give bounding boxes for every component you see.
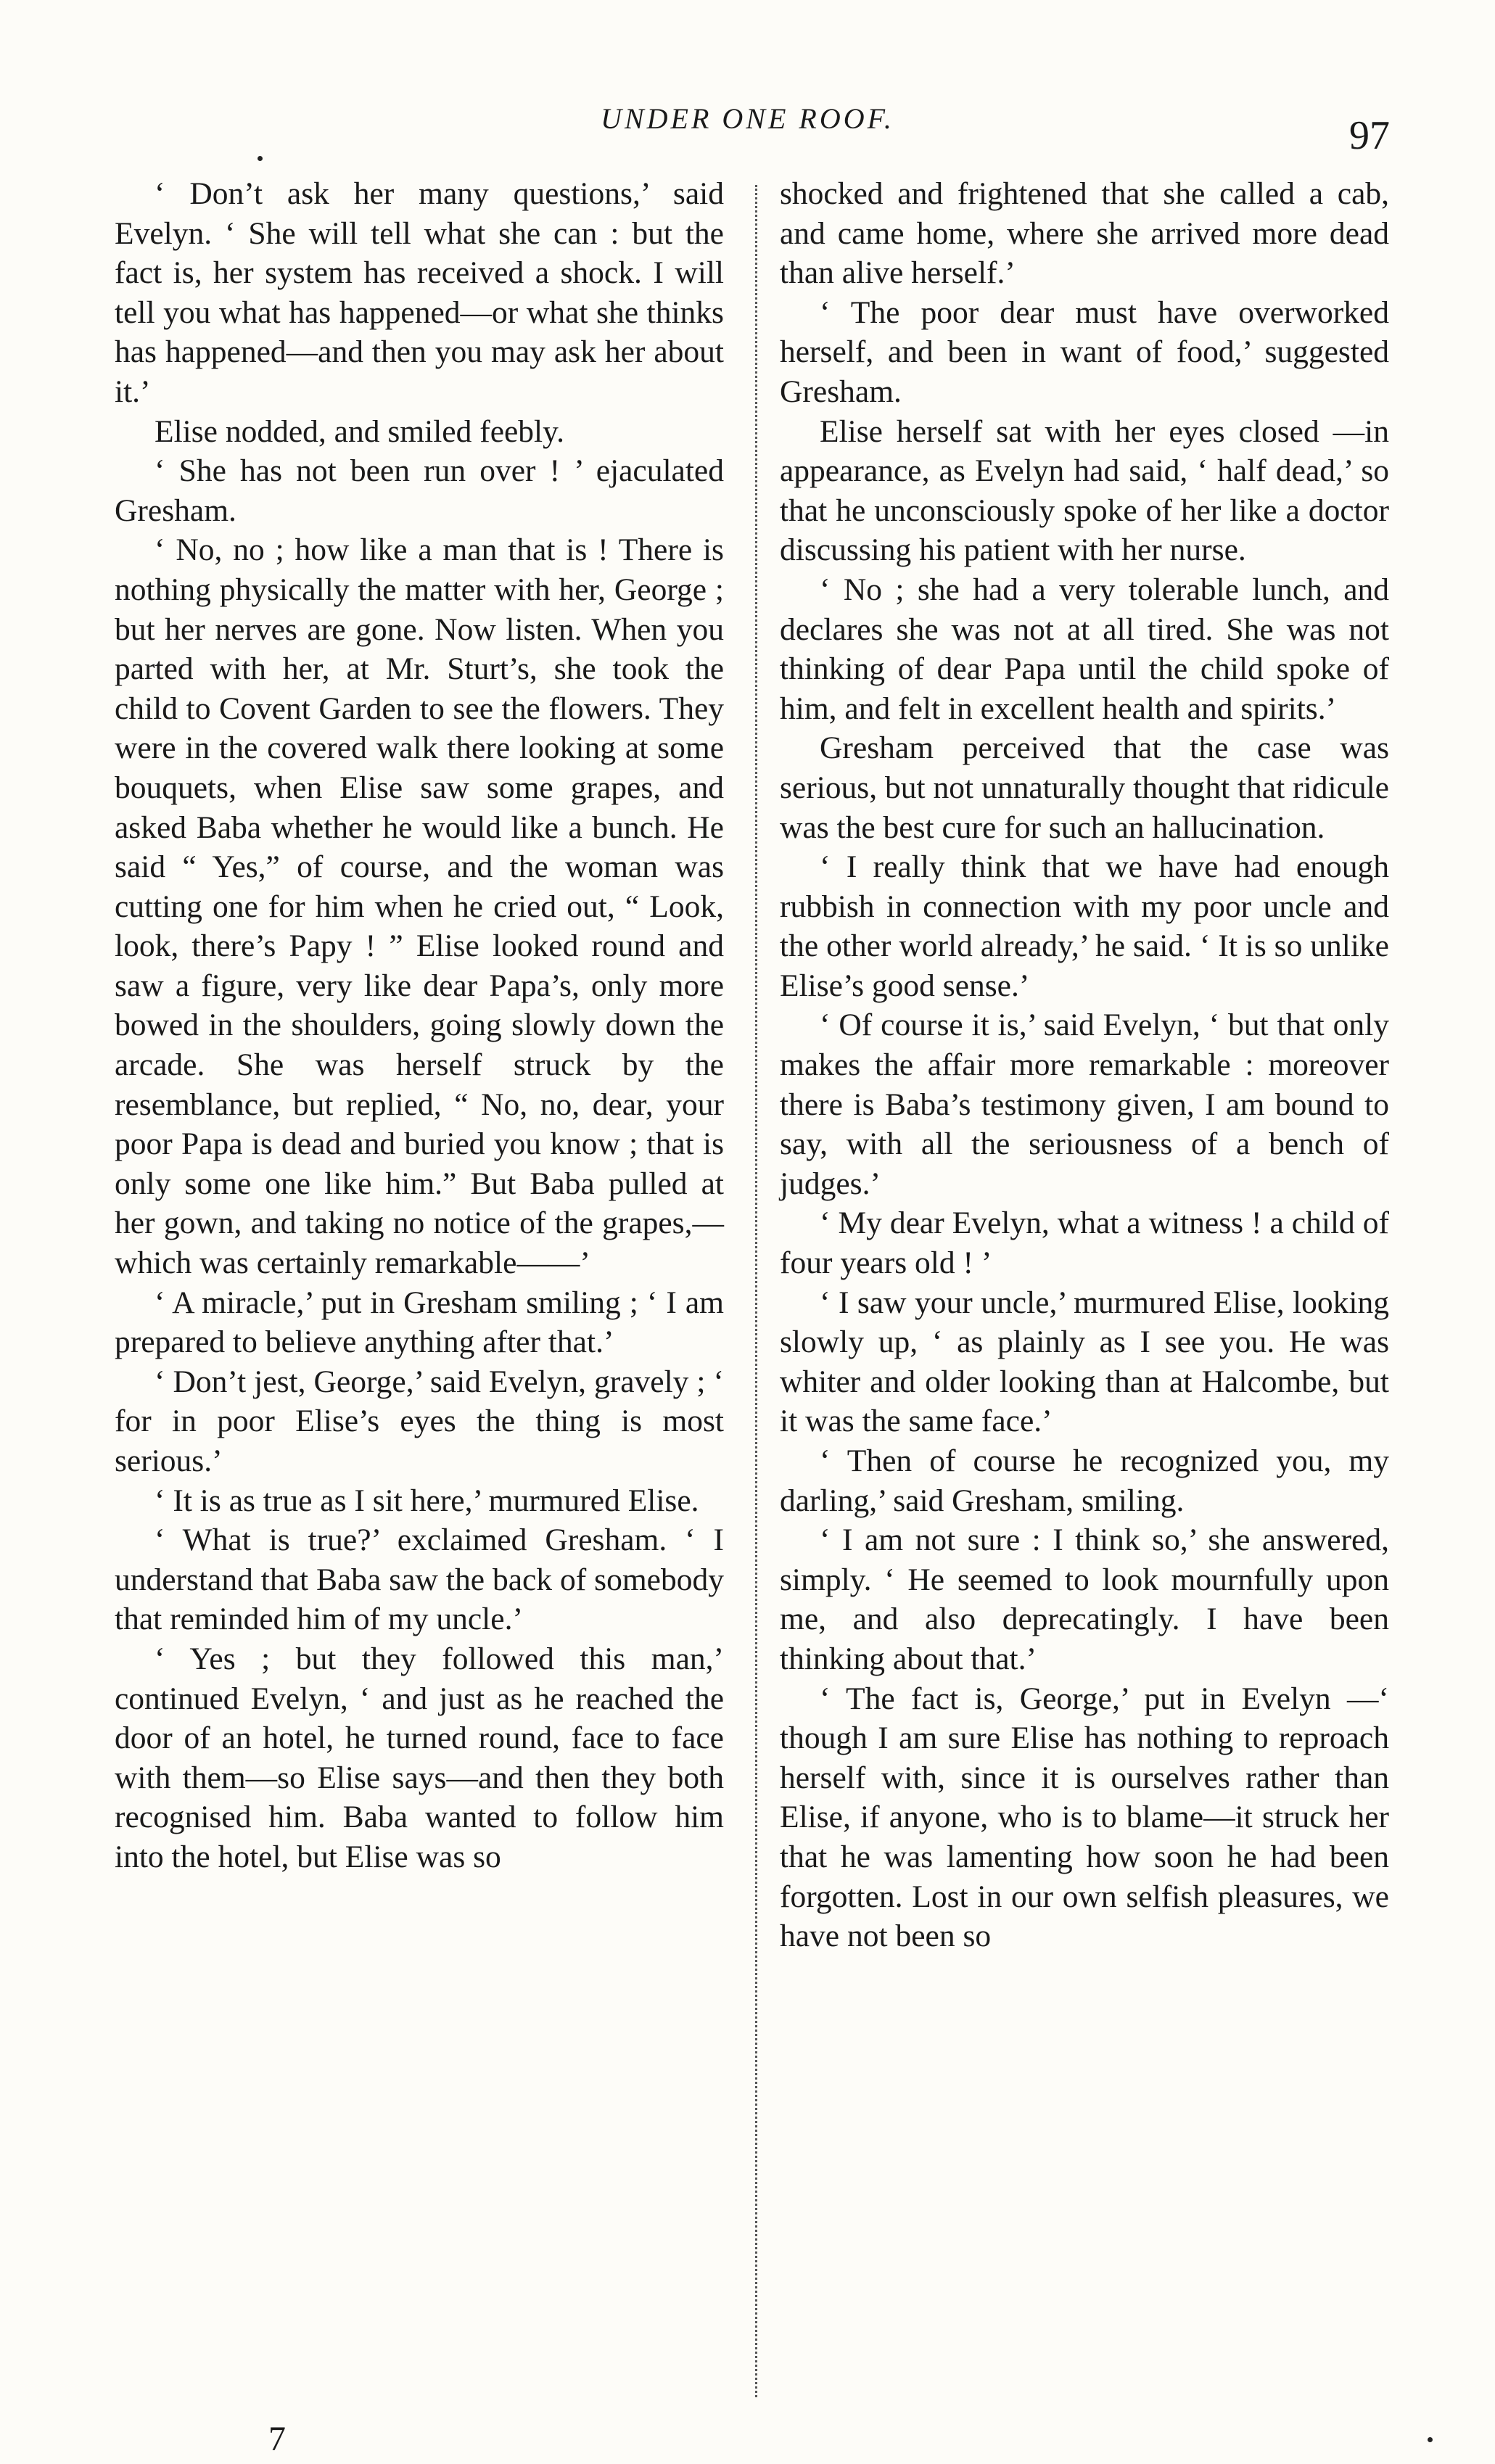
paragraph: ‘ She has not been run over ! ’ ejaculated Gresham. bbox=[115, 453, 724, 528]
paragraph: ‘ No ; she had a very tolerable lunch, and declares she was not at all tired. She was not thinking of dear Papa until the child spoke of him, and felt in excellent health and spirits.’ bbox=[780, 572, 1389, 726]
paragraph: ‘ Yes ; but they followed this man,’ continued Evelyn, ‘ and just as he reached the door of an hotel, he turned round, face to face with them—so Elise says—and then they both recognised him. Baba wanted to follow him into the hotel, but Elise was so bbox=[115, 1641, 724, 1874]
paragraph: ‘ Of course it is,’ said Evelyn, ‘ but that only makes the affair more remarkable : moreover there is Baba’s testimony given, I am bound to say, with all the seriousness of a bench of judges.’ bbox=[780, 1008, 1389, 1201]
paragraph: ‘ My dear Evelyn, what a witness ! a child of four years old ! ’ bbox=[780, 1206, 1389, 1281]
paragraph: ‘ I saw your uncle,’ murmured Elise, looking slowly up, ‘ as plainly as I see you. He was whiter and older looking than at Halcombe, but it was the same face.’ bbox=[780, 1285, 1389, 1439]
paragraph: Elise herself sat with her eyes closed —in appearance, as Evelyn had said, ‘ half dead,’ so that he unconsciously spoke of her like a doctor discussing his patient with her nurse. bbox=[780, 413, 1389, 568]
paragraph: ‘ The poor dear must have overworked herself, and been in want of food,’ suggested Gresham. bbox=[780, 294, 1389, 409]
paragraph: Gresham perceived that the case was serious, but not unnaturally thought that ridicule was the best cure for such an hallucination. bbox=[780, 730, 1389, 845]
paragraph: ‘ Then of course he recognized you, my darling,’ said Gresham, smiling. bbox=[780, 1443, 1389, 1518]
paragraph: ‘ I am not sure : I think so,’ she answered, simply. ‘ He seemed to look mournfully upon me, and also deprecatingly. I have been thinking about that.’ bbox=[780, 1523, 1389, 1676]
paragraph: ‘ What is true?’ exclaimed Gresham. ‘ I understand that Baba saw the back of somebody that reminded him of my uncle.’ bbox=[115, 1523, 724, 1637]
signature-mark: 7 bbox=[268, 2420, 286, 2458]
paragraph: ‘ It is as true as I sit here,’ murmured Elise. bbox=[155, 1483, 699, 1518]
ink-speck bbox=[258, 156, 263, 161]
paragraph: ‘ No, no ; how like a man that is ! There is nothing physically the matter with her, George ; but her nerves are gone. Now listen. When you parted with her, at Mr. Sturt’s, she took the child to Covent Garden to see the flowers. They were in the covered walk there looking at some bouquets, when Elise saw some grapes, and asked Baba whether he would like a bunch. He said “ Yes,” of course, and the woman was cutting one for him when he cried out, “ Look, look, there’s Papy ! ” Elise looked round and saw a figure, very like dear Papa’s, only more bowed in the shoulders, going slowly down the arcade. She was herself struck by the resemblance, but replied, “ No, no, dear, your poor Papa is dead and buried you know ; that is only some one like him.” But Baba pulled at her gown, and taking no notice of the grapes,—which was certainly remarkable——’ bbox=[115, 532, 724, 1281]
paragraph: ‘ A miracle,’ put in Gresham smiling ; ‘ I am prepared to believe anything after that.’ bbox=[115, 1285, 724, 1360]
ink-speck bbox=[1428, 2437, 1433, 2442]
paragraph: ‘ I really think that we have had enough rubbish in connection with my poor uncle and the other world already,’ he said. ‘ It is so unlike Elise’s good sense.’ bbox=[780, 849, 1389, 1003]
page-number: 97 bbox=[1349, 113, 1390, 158]
running-title: UNDER ONE ROOF. bbox=[601, 102, 894, 135]
paragraph: ‘ The fact is, George,’ put in Evelyn —‘ though I am sure Elise has nothing to reproach herself with, since it is ourselves rather than Elise, if anyone, who is to blame—it struck her that he was lamenting how soon he had been forgotten. Lost in our own selfish pleasures, we have not been so bbox=[780, 1681, 1389, 1954]
right-column bbox=[780, 174, 1389, 1956]
paragraph: ‘ Don’t jest, George,’ said Evelyn, gravely ; ‘ for in poor Elise’s eyes the thing is most serious.’ bbox=[115, 1364, 724, 1478]
paragraph: ‘ Don’t ask her many questions,’ said Evelyn. ‘ She will tell what she can : but the fact is, her system has received a shock. I will tell you what has happened—or what she thinks has happened—and then you may ask her about it.’ bbox=[115, 176, 724, 409]
paragraph: Elise nodded, and smiled feebly. bbox=[155, 413, 564, 449]
paragraph: shocked and frightened that she called a cab, and came home, where she arrived more dead than alive herself.’ bbox=[780, 176, 1389, 291]
column-divider bbox=[755, 185, 757, 2397]
left-column bbox=[115, 174, 724, 1877]
